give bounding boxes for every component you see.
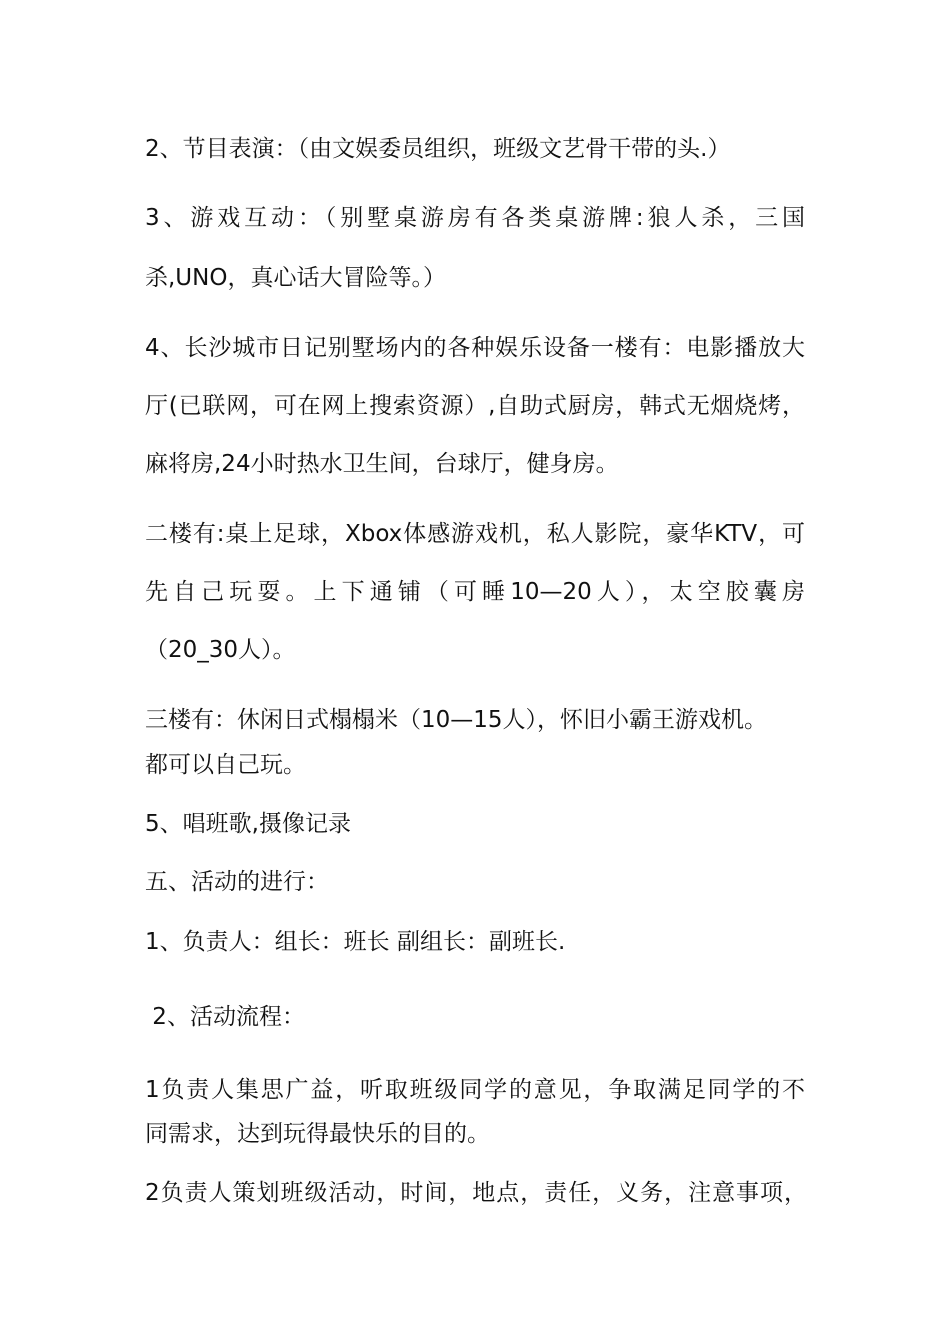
second-floor-line-3: （20_30人）。 <box>145 637 296 663</box>
entertainment-facilities-line-2: 厅(已联网，可在网上搜索资源）,自助式厨房，韩式无烟烧烤， <box>145 393 805 419</box>
section-five-heading: 五、活动的进行： <box>145 869 329 895</box>
third-floor-line-1: 三楼有：休闲日式榻榻米（10—15人），怀旧小霸王游戏机。 <box>145 707 768 733</box>
class-song-line: 5、唱班歌,摄像记录 <box>145 811 351 837</box>
third-floor-line-2: 都可以自己玩。 <box>145 752 306 778</box>
second-floor-line-2: 先自己玩耍。上下通铺（可睡10—20人），太空胶囊房 <box>145 579 805 605</box>
entertainment-facilities-line-3: 麻将房,24小时热水卫生间，台球厅，健身房。 <box>145 451 619 477</box>
process-step-2-line-1: 2负责人策划班级活动，时间，地点，责任，义务，注意事项， <box>145 1180 807 1206</box>
game-interaction-line-1: 3、游戏互动：（别墅桌游房有各类桌游牌:狼人杀，三国 <box>145 205 805 231</box>
program-performance-line: 2、节目表演：（由文娱委员组织，班级文艺骨干带的头.） <box>145 136 731 162</box>
activity-process-heading: 2、活动流程： <box>145 1004 305 1030</box>
process-step-1-line-1: 1负责人集思广益，听取班级同学的意见，争取满足同学的不 <box>145 1077 805 1103</box>
person-in-charge-line: 1、负责人：组长：班长 副组长：副班长. <box>145 929 566 955</box>
entertainment-facilities-line-1: 4、长沙城市日记别墅场内的各种娱乐设备一楼有：电影播放大 <box>145 335 805 361</box>
process-step-1-line-2: 同需求，达到玩得最快乐的目的。 <box>145 1121 490 1147</box>
game-interaction-line-2: 杀,UNO，真心话大冒险等。） <box>145 265 446 291</box>
second-floor-line-1: 二楼有:桌上足球，Xbox体感游戏机，私人影院，豪华KTV，可 <box>145 521 805 547</box>
